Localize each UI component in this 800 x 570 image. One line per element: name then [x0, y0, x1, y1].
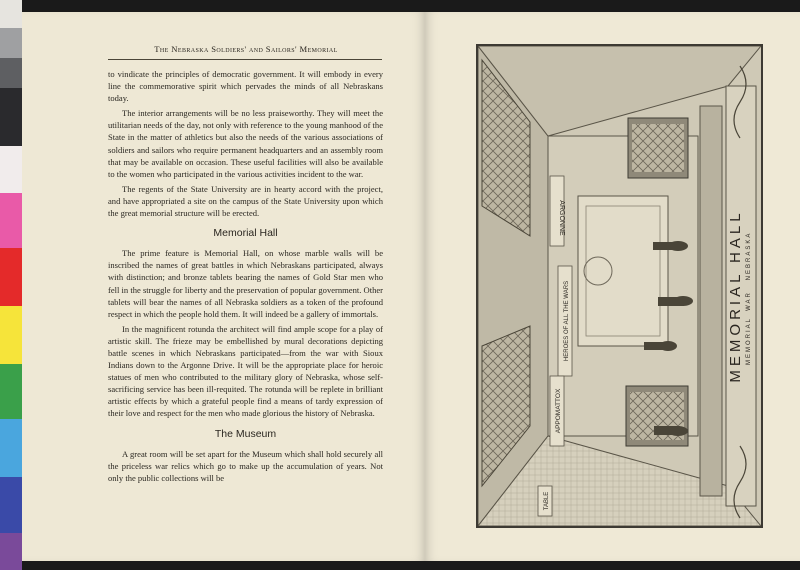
swatch-paper [0, 146, 22, 193]
section-heading-museum: The Museum [214, 427, 277, 440]
illustration-subtitle: NEBRASKA [746, 231, 752, 281]
illustration-subtitle: MEMORIAL [746, 316, 752, 366]
header-rule [108, 59, 382, 60]
paragraph: The regents of the State University are in hearty accord with the project, and have appropriated a site on the campus of the State University upon which the great memorial structure will be erected. [108, 183, 383, 219]
swatch-cyan [0, 419, 22, 477]
inscription-appomattox: APPOMATTOX [555, 388, 562, 434]
paragraph: A great room will be set apart for the Museum which shall hold securely all the priceless war relics which go to make up the accumulation of years. Not only the public collections will be [108, 448, 383, 483]
memorial-hall-illustration [476, 44, 763, 528]
running-head: The Nebraska Soldiers' and Sailors' Memorial [154, 44, 338, 54]
swatch-white [0, 0, 22, 28]
illustration-title: MEMORIAL HALL [727, 209, 744, 383]
swatch-gray [0, 28, 22, 58]
paragraph: In the magnificent rotunda the architect will find ample scope for a play of artistic skill. The frieze may be embellished by mural decorations depicting battle scenes in which Nebraskans participated—from the war with Sioux Indians down to the Argonne Drive. It will be the appropriate place for heroic statues of men who contributed to the military glory of Nebraska, whose self-sacrificing service has been ill-requited. The rotunda will be replete in brilliant artistic effects by which a grateful people find a means of tardy expression of their love and respect for the men who made glorious the history of Nebraska. [108, 323, 383, 419]
swatch-yellow [0, 306, 22, 364]
inscription-bottom: TABLE [544, 491, 550, 511]
swatch-darkgray [0, 58, 22, 88]
swatch-purple [0, 533, 22, 570]
illustration-drawing [478, 46, 761, 526]
swatch-red [0, 248, 22, 306]
inscription-argonne: ARGONNE [558, 200, 565, 236]
swatch-black [0, 88, 22, 146]
paragraph: to vindicate the principles of democratic government. It will embody in every line the commemorative spirit which pervades the minds of all Nebraskans today. [108, 69, 383, 104]
illustration-subtitle: WAR [746, 291, 752, 311]
swatch-green [0, 364, 22, 419]
swatch-blue [0, 477, 22, 533]
paragraph: The interior arrangements will be no less praiseworthy. They will meet the utilitarian needs of the day, not only with reference to the young manhood of the State in the matter of athletics but also the needs of the various associations of soldiers and sailors who require permanent headquarters and an assembly room that may be available on occasion. These useful facilities will also be available to the women who participated in the various activities incident to the war. [108, 108, 384, 179]
inscription-heroes: HEROES OF ALL THE WARS [564, 280, 570, 362]
section-heading-memorial-hall: Memorial Hall [213, 227, 278, 240]
body-text [108, 68, 383, 487]
color-calibration-strip [0, 0, 22, 570]
paragraph: The prime feature is Memorial Hall, on whose marble walls will be inscribed the names of great battles in which Nebraskans participated, always with distinction; and bronze tablets bearing the names of Gold Star men who fell in the struggle for liberty and the preservation of popular government. Other tablets will bear the names of all Nebraska soldiers as a token of the profound respect in which the people hold them. It will indeed be a gallery of immortals. [108, 248, 383, 319]
swatch-magenta [0, 193, 22, 248]
